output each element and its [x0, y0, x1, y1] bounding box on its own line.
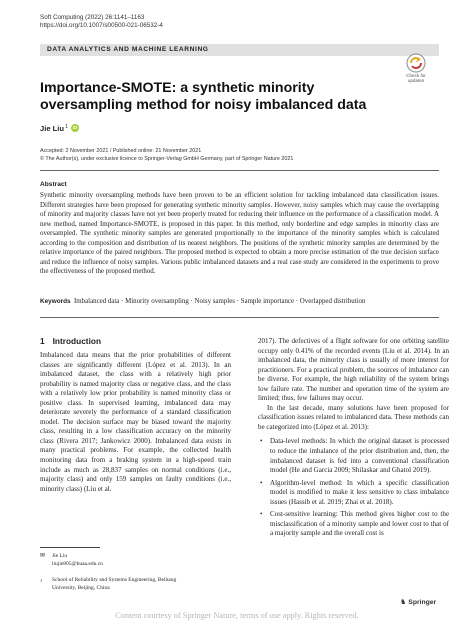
list-item: • Cost-sensitive learning: This method gives higher cost to the misclassification of a minority sample and lower cost to that of a majority sample and the overall cost is [258, 510, 449, 539]
body-column-right [258, 337, 449, 542]
paragraph: In the last decade, many solutions have been proposed for classification issues related to imbalanced data. These methods can be categorized into (López et al. 2013): [258, 403, 449, 431]
corresponding-author [40, 553, 103, 568]
doi-link[interactable]: https://doi.org/10.1007/s00500-021-06532-4 [40, 22, 163, 29]
author-affil-mark: 1 [65, 124, 68, 130]
courtesy-watermark: Content courtesy of Springer Nature, terms of use apply. Rights reserved. [115, 611, 359, 620]
section-title: Introduction [52, 336, 102, 346]
journal-info [40, 14, 163, 30]
list-item: • Algorithm-level method: In which a specific classification model is modified to make it less sensitive to class imbalance issues (Hassib et al. 2019; Zhai et al. 2018). [258, 479, 449, 508]
paper-title: Importance-SMOTE: a synthetic minority oversampling method for noisy imbalanced data [40, 80, 367, 113]
affiliation-line: School of Reliability and Systems Engineering, Beihang [52, 577, 177, 583]
publication-dates [40, 147, 293, 163]
contact-name: Jie Liu [52, 553, 68, 559]
paragraph: Imbalanced data means that the prior probabilities of different classes are significantly different (López et al. 2013). In an imbalanced dataset, the class with a relatively high prior probability is named majority class or negative class, and the class with a relatively low prior probability is named minority class or positive class. In supervised learning, imbalanced data may deteriorate severely the performance of a standard classification model. The decision surface may be biased toward the majority class, resulting in a low classification accuracy on the minority class (Rivera 2017; Jankowicz 2000). Imbalanced data exists in many practical problems. For example, the collected health monitoring data from a braking system in a high-speed train include as much as 28,837 samples on normal conditions (i.e., majority class) and only 159 samples on faulty conditions (i.e., minority class) (Liu et al. [40, 351, 231, 493]
paragraph: 2017). The defectives of a flight software for one orbiting satellite occupy only 0.41% of the recorded events (Liu et al. 2014). In an imbalanced data, the minority class is usually of more interest for practitioners. For a practical problem, the sources of imbalance can be diverse. For example, the high reliability of the system brings low failure rate. The number and operation time of the system are limited; thus, few failures may occur. [258, 337, 449, 403]
abstract-heading: Abstract [40, 181, 67, 188]
divider [40, 170, 439, 171]
section-banner: DATA ANALYTICS AND MACHINE LEARNING [40, 44, 439, 56]
affiliation [40, 577, 176, 592]
list-item: • Data-level methods: In which the original dataset is processed to reduce the imbalance of the prior distribution and, then, the imbalanced dataset is fed into a conventional classification model (He and Garcia 2009; Shilaskar and Ghatol 2019). [258, 437, 449, 475]
divider [40, 317, 439, 318]
keywords-label: Keywords [40, 298, 71, 305]
section-heading-introduction [40, 336, 101, 346]
author-line [40, 124, 79, 133]
check-for-updates-icon [406, 53, 426, 73]
publisher-logo [400, 598, 436, 606]
springer-horse-icon: ♞ [400, 599, 407, 606]
body-column-left [40, 351, 231, 494]
abstract-text: Synthetic minority oversampling methods have been proven to be an efficient solution for tackling imbalanced data classification issues. Different strategies have been proposed for generating synthetic minority samples. However, noisy samples which may cause the overlapping of minority and majority classes have not yet been properly treated for reducing their influence on the performance of a classification model. A new method, named Importance-SMOTE, is proposed in this paper. In this method, only borderline and edge samples in minority class are oversampled. The synthetic minority samples are generated proportionally to the importance of the minority samples which is calculated according to the composition and distribution of its nearest neighbors. The positions of the synthetic minority samples are determined by the relative importance of the paired neighbors. The proposed method is expected to obtain a more precise estimation of the true decision surface and reduce the influence of noisy samples. Various public imbalanced datasets and a real case study are considered in the experiments to prove the effectiveness of the proposed method. [40, 191, 439, 276]
footnote-divider [40, 547, 100, 548]
keywords [40, 297, 439, 306]
contact-email[interactable]: liujie805@buaa.edu.cn [52, 560, 103, 567]
method-category-list [258, 437, 449, 538]
envelope-icon: ✉ [40, 553, 46, 559]
section-number: 1 [40, 336, 45, 346]
check-for-updates-label: Check for updates [406, 73, 426, 84]
author-name: Jie Liu [40, 124, 65, 133]
orcid-icon[interactable]: iD [72, 125, 78, 130]
affiliation-line: University, Beijing, China [52, 584, 110, 591]
copyright-notice: © The Author(s), under exclusive licence to Springer-Verlag GmbH Germany, part of Springer Nature 2021 [40, 156, 294, 162]
affiliation-mark: 1 [40, 578, 43, 583]
check-for-updates-badge[interactable] [397, 53, 435, 83]
publisher-name: Springer [408, 598, 437, 606]
journal-citation: Soft Computing (2022) 26:1141–1163 [40, 14, 145, 21]
keywords-list: Imbalanced data · Minority oversampling · Noisy samples · Sample importance · Overlapped distribution [74, 298, 366, 305]
accepted-published-dates: Accepted: 2 November 2021 / Published online: 21 November 2021 [40, 148, 202, 154]
